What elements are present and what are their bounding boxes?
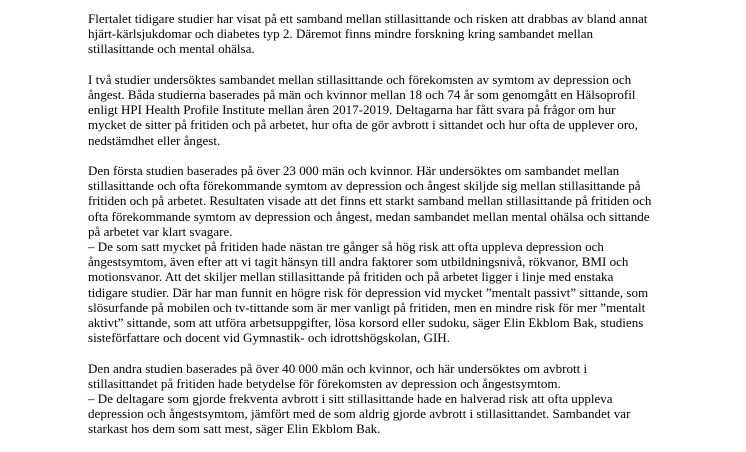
document-body: [88, 11, 656, 452]
paragraph-method: I två studier undersöktes sambandet mellan stillasittande och förekomsten av symtom av depression och ångest. Båda studierna baserades på män och kvinnor mellan 18 och 74 år som genomgått en Hälsoprofil enligt HPI Health Profile Institute mellan åren 2017-2019. Deltagarna har fått svara på frågor om hur mycket de sitter på fritiden och på arbetet, hur ofta de gör avbrott i sittandet och hur ofta de upplever oro, nedstämdhet eller ångest.: [88, 71, 638, 148]
paragraph-second-study: Den andra studien baserades på över 40 000 män och kvinnor, och här undersöktes om avbrott i stillasittandet på fritiden hade betydelse för förekomsten av depression och ångestsymtom. – De deltagare som gjorde frekventa avbrott i sitt stillasittande hade en halverad risk att ofta uppleva depression och ångestsymtom, jämfört med de som aldrig gjorde avbrott i stillasittandet. Sambandet var starkast hos dem som satt mest, säger Elin Ekblom Bak.: [88, 360, 631, 437]
paragraph-intro: Flertalet tidigare studier har visat på ett samband mellan stillasittande och risken att drabbas av bland annat hjärt-kärlsjukdomar och diabetes typ 2. Däremot finns mindre forskning kring sambandet mellan stillasittande och mental ohälsa.: [88, 11, 648, 57]
paragraph-first-study: Den första studien baserades på över 23 000 män och kvinnor. Här undersöktes om sambandet mellan stillasittande och ofta förekommande symtom av depression och ångest skiljde sig mellan stillasittande på fritiden och på arbetet. Resultaten visade att det finns ett starkt samband mellan stillasittande på fritiden och ofta förekommande symtom av depression och ångest, medan sambandet mellan mental ohälsa och sittande på arbetet var klart svagare. – De som satt mycket på fritiden hade nästan tre gånger så hög risk att ofta uppleva depression och ångestsymtom, även efter att vi tagit hänsyn till andra faktorer som utbildningsnivå, rökvanor, BMI och motionsvanor. Att det skiljer mellan stillasittande på fritiden och på arbetet ligger i linje med enstaka tidigare studier. Där har man funnit en högre risk för depression vid mycket ”mentalt passivt” sittande, som slösurfande på mobilen och tv-tittande som är mer vanligt på fritiden, men en mindre risk för mer ”mentalt aktivt” sittande, som att utföra arbetsuppgifter, lösa korsord eller sudoku, säger Elin Ekblom Bak, studiens sisteförfattare och docent vid Gymnastik- och idrottshögskolan, GIH.: [88, 163, 652, 346]
